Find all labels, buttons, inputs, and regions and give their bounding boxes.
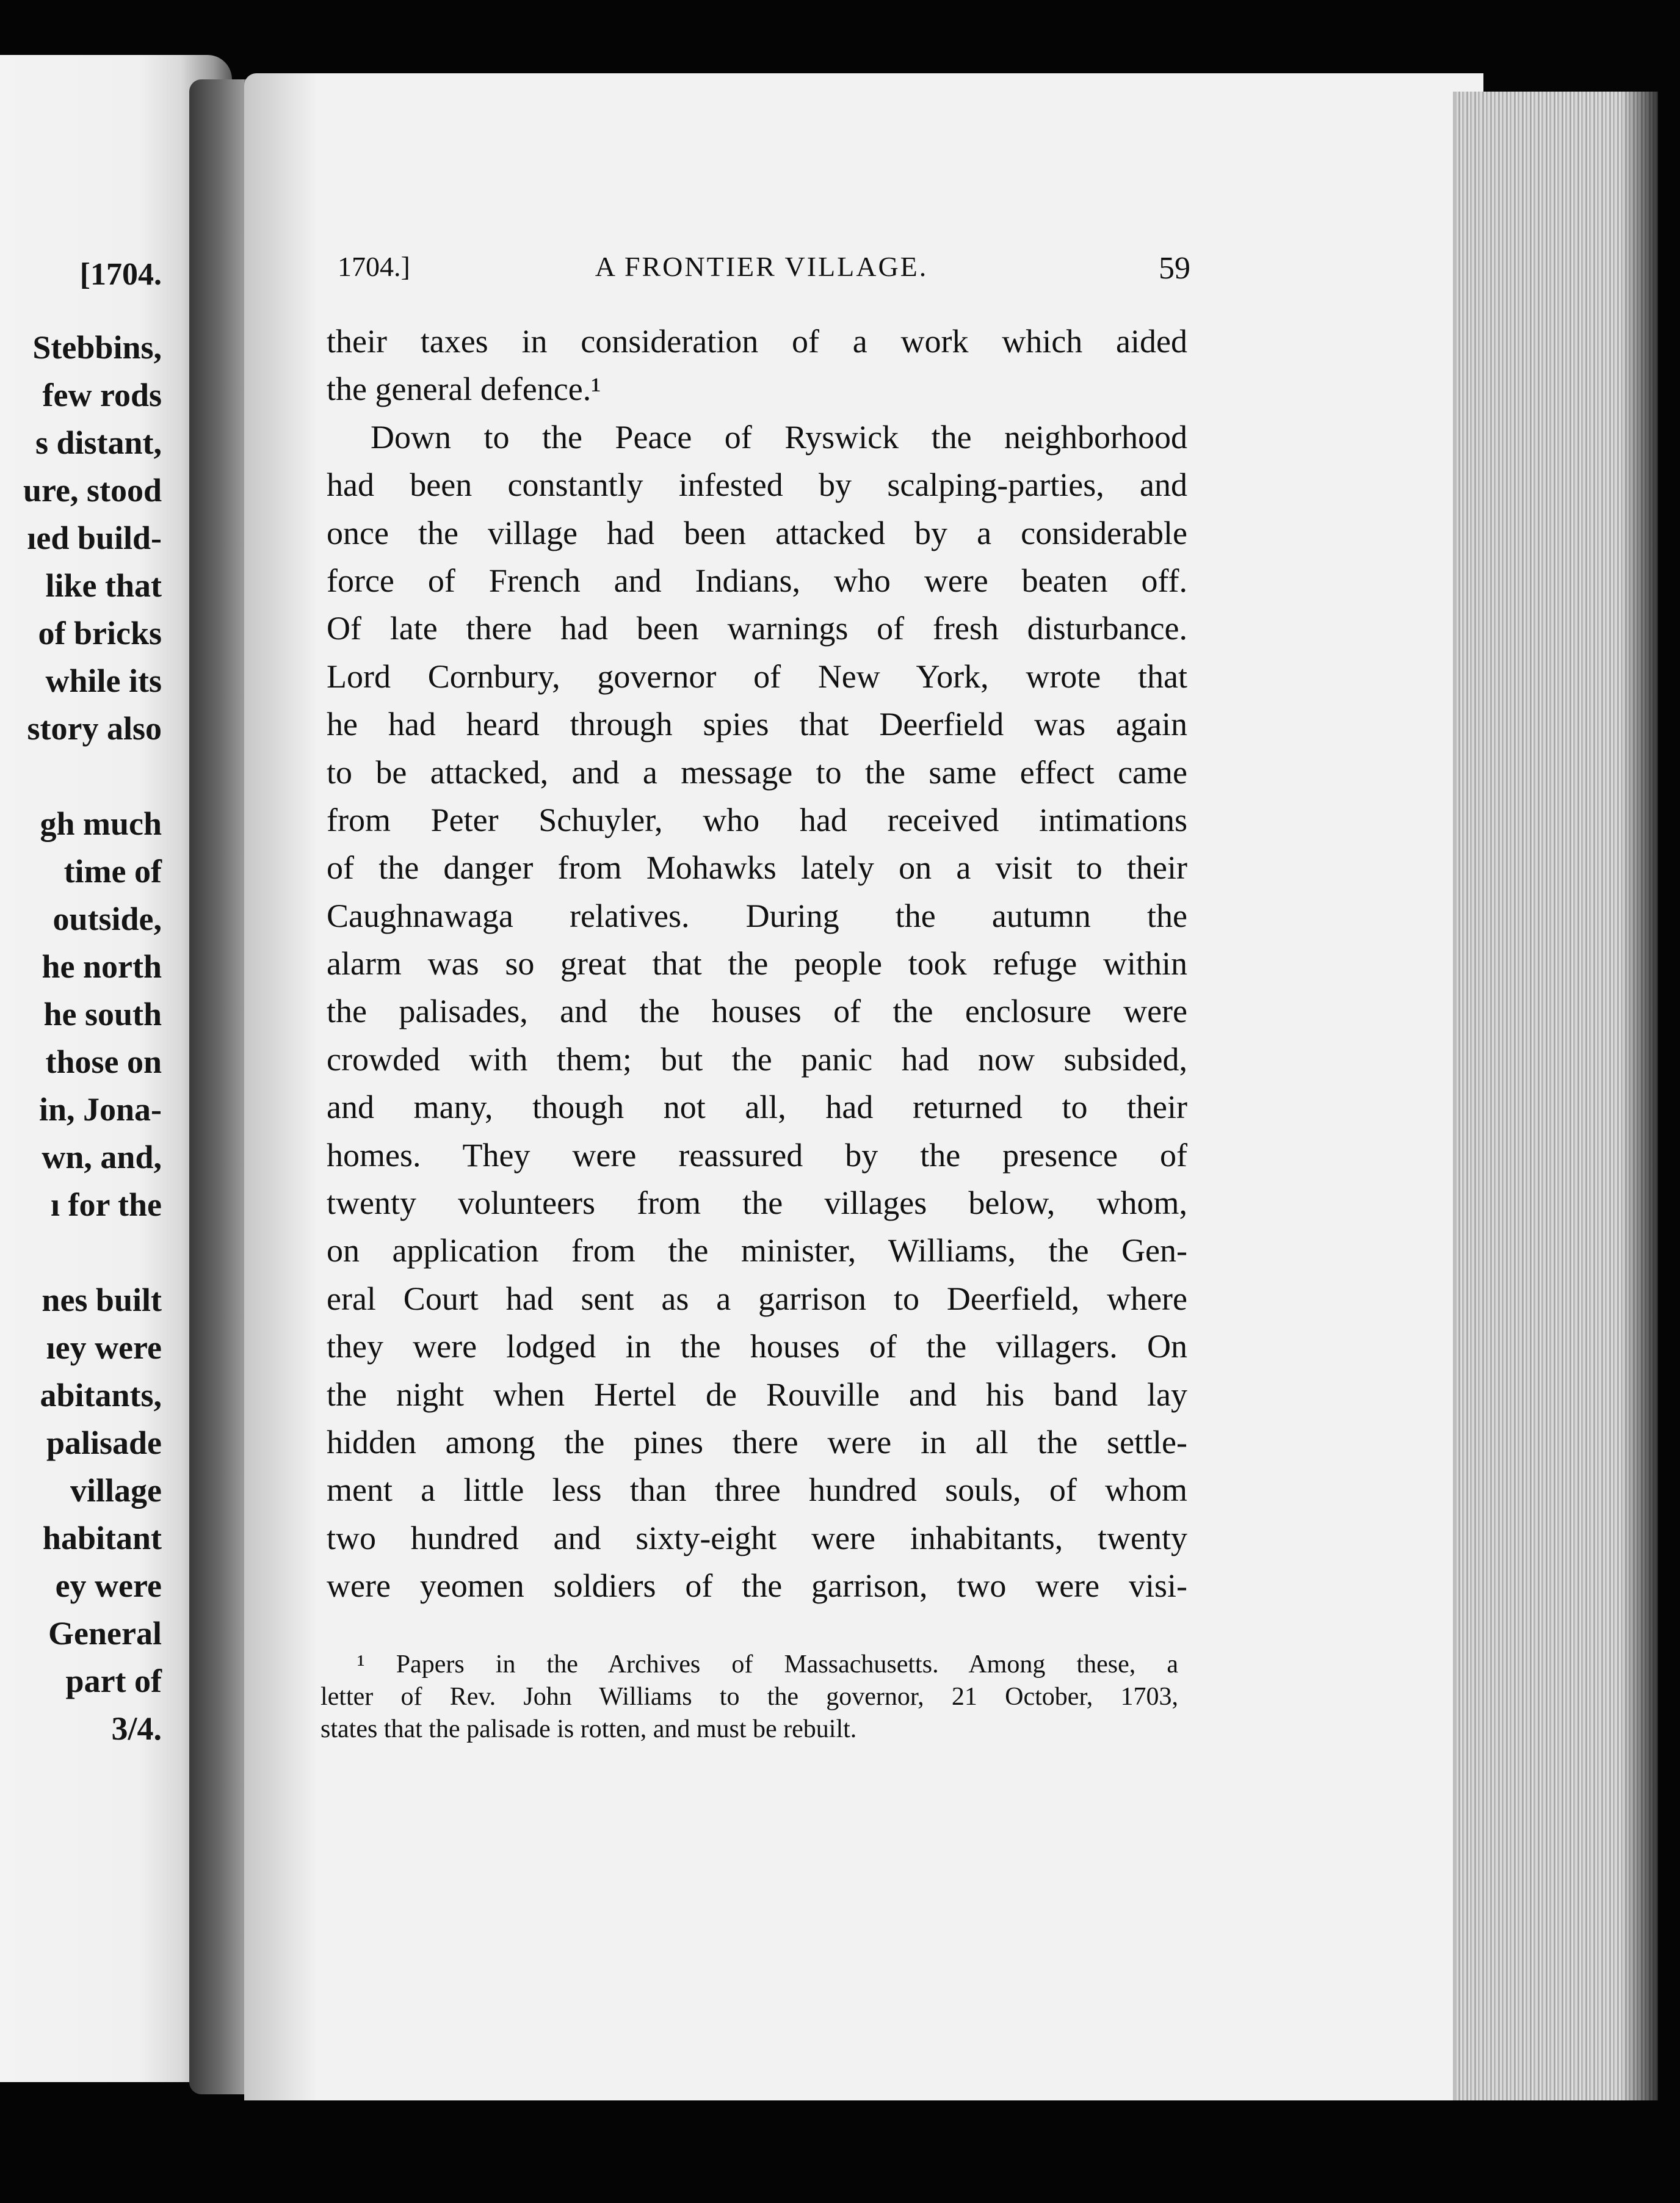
previous-page-line xyxy=(0,1229,162,1276)
text-line: the general defence.¹ xyxy=(327,371,601,408)
page-stack-edge xyxy=(1453,92,1658,2155)
previous-page-line: he north xyxy=(42,948,162,985)
text-line: and many, though not all, had returned to their xyxy=(327,1089,1187,1126)
text-line: had been constantly infested by scalping-parties, and xyxy=(327,466,1187,504)
text-line: their taxes in consideration of a work which aided xyxy=(327,323,1187,360)
previous-page-line: part of xyxy=(65,1663,162,1699)
text-line: alarm was so great that the people took refuge within xyxy=(327,945,1187,982)
previous-page-line: those on xyxy=(45,1043,162,1080)
text-line: of the danger from Mohawks lately on a visit to their xyxy=(327,849,1187,887)
footnote-line: states that the palisade is rotten, and must be rebuilt. xyxy=(320,1715,857,1743)
previous-page-line: village xyxy=(70,1472,162,1509)
text-line: Caughnawaga relatives. During the autumn the xyxy=(327,897,1187,934)
text-line: on application from the minister, Williams, the Gen- xyxy=(327,1232,1187,1269)
previous-page-header: [1704. xyxy=(79,257,162,292)
previous-page-line: palisade xyxy=(46,1425,162,1461)
previous-page-line: like that xyxy=(45,567,162,604)
previous-page-line: story also xyxy=(27,710,162,747)
previous-page-line xyxy=(0,752,162,800)
text-line: eral Court had sent as a garrison to Deerfield, where xyxy=(327,1280,1187,1317)
previous-page-line: ı for the xyxy=(51,1186,162,1223)
text-line: homes. They were reassured by the presence of xyxy=(327,1136,1187,1174)
previous-page-line: outside, xyxy=(52,901,162,937)
footnote xyxy=(320,1649,1178,1746)
footnote-line: ¹ Papers in the Archives of Massachusetts. Among these, a xyxy=(357,1650,1178,1679)
previous-page-line: he south xyxy=(43,996,162,1033)
previous-page-line: in, Jona- xyxy=(38,1091,162,1128)
text-line: he had heard through spies that Deerfield was again xyxy=(327,706,1187,743)
previous-page-text xyxy=(0,324,162,1752)
page-number: 59 xyxy=(1159,251,1190,286)
text-line: to be attacked, and a message to the same effect came xyxy=(327,753,1187,791)
paragraph-first-line: Down to the Peace of Ryswick the neighborhood xyxy=(371,418,1187,455)
previous-page-line: habitant xyxy=(42,1520,162,1556)
previous-page-line: ey were xyxy=(55,1567,162,1604)
previous-page-line: of bricks xyxy=(38,615,162,651)
text-line: the palisades, and the houses of the enclosure were xyxy=(327,993,1187,1030)
previous-page-line: few rods xyxy=(42,377,162,413)
text-line: were yeomen soldiers of the garrison, two were visi- xyxy=(327,1567,1187,1605)
previous-page-line: time of xyxy=(63,853,162,890)
text-line: two hundred and sixty-eight were inhabitants, twenty xyxy=(327,1519,1187,1556)
previous-page-line: s distant, xyxy=(35,424,162,461)
footnote-line: letter of Rev. John Williams to the governor, 21 October, 1703, xyxy=(320,1683,1178,1711)
previous-page-line: ıey were xyxy=(46,1329,162,1366)
text-line: crowded with them; but the panic had now subsided, xyxy=(327,1040,1187,1078)
previous-page-line: abitants, xyxy=(40,1377,162,1414)
text-line: the night when Hertel de Rouville and his band lay xyxy=(327,1376,1187,1413)
text-line: twenty volunteers from the villages below, whom, xyxy=(327,1185,1187,1222)
previous-page-line: 3/4. xyxy=(111,1710,162,1747)
header-chapter-title: A FRONTIER VILLAGE. xyxy=(595,251,929,282)
previous-page-line: nes built xyxy=(42,1282,162,1318)
previous-page-line: gh much xyxy=(40,805,162,842)
previous-page-line: ıed build- xyxy=(27,520,162,556)
previous-page-line: Stebbins, xyxy=(32,329,162,366)
previous-page-line: wn, and, xyxy=(42,1139,162,1175)
text-line: force of French and Indians, who were beaten off. xyxy=(327,562,1187,599)
text-line: ment a little less than three hundred souls, of whom xyxy=(327,1472,1187,1509)
text-line: once the village had been attacked by a considerable xyxy=(327,514,1187,551)
text-line: they were lodged in the houses of the villagers. On xyxy=(327,1328,1187,1365)
text-line: from Peter Schuyler, who had received intimations xyxy=(327,801,1187,838)
body-text xyxy=(327,318,1187,1610)
running-header xyxy=(333,250,1190,293)
previous-page-line: while its xyxy=(45,662,162,699)
text-line: Of late there had been warnings of fresh disturbance. xyxy=(327,610,1187,647)
text-line: hidden among the pines there were in all the settle- xyxy=(327,1423,1187,1461)
text-line: Lord Cornbury, governor of New York, wrote that xyxy=(327,658,1187,695)
scan-bottom-border xyxy=(183,2100,1660,2203)
header-year: 1704.] xyxy=(338,251,410,282)
previous-page-line: ure, stood xyxy=(23,472,162,509)
previous-page-line: General xyxy=(48,1615,162,1652)
